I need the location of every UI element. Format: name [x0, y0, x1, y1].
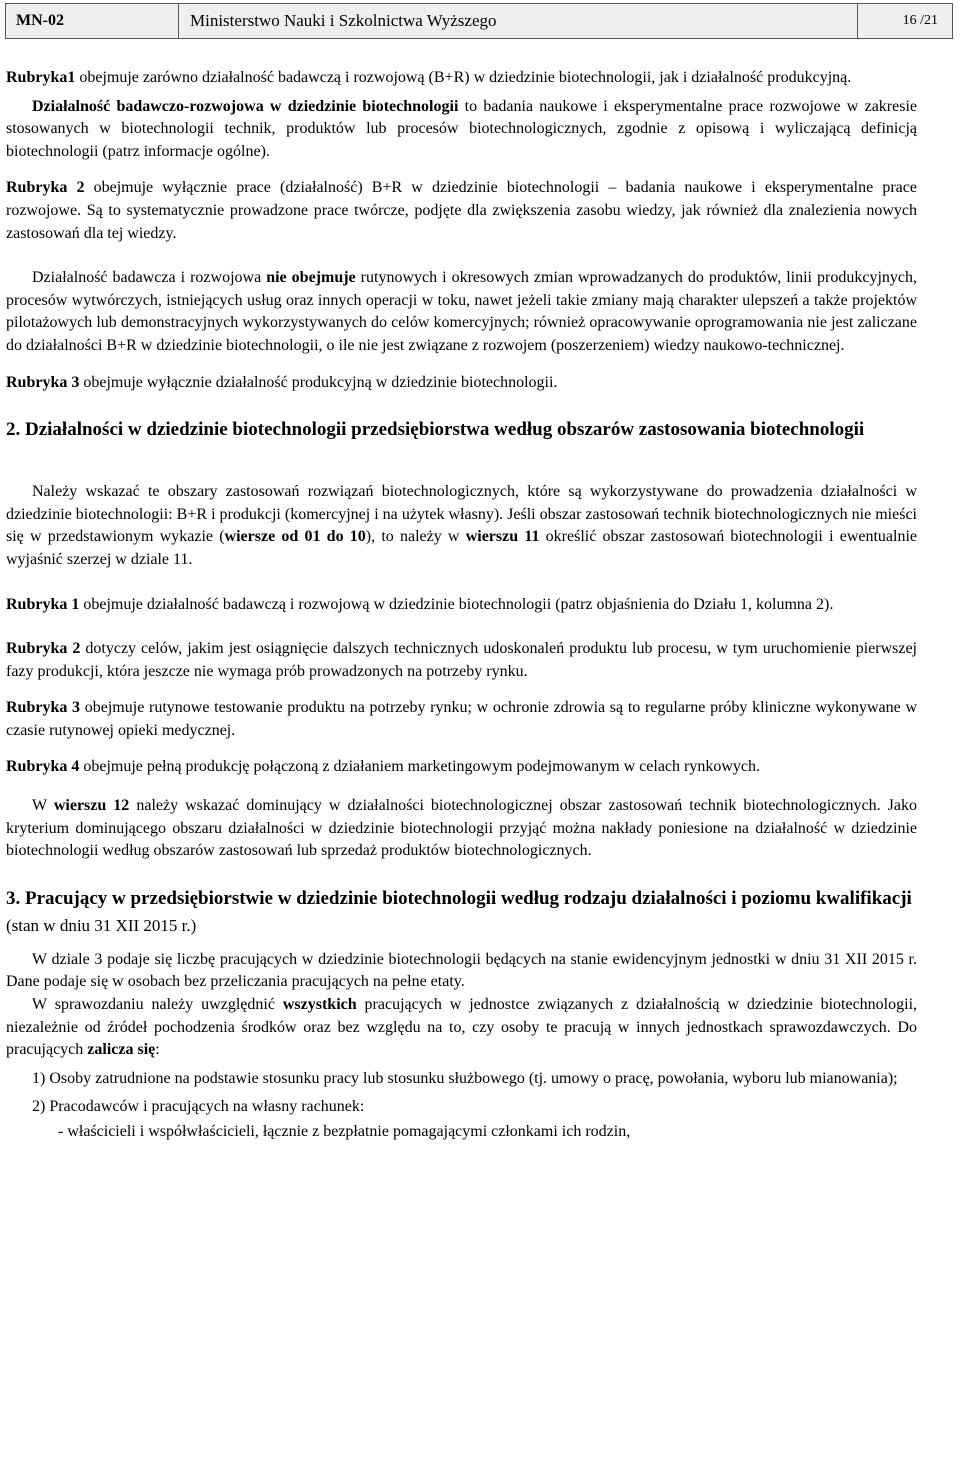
- list-item-2: 2) Pracodawców i pracujących na własny rachunek:: [32, 1098, 365, 1116]
- paragraph-rubryka3: Rubryka 3 obejmuje wyłącznie działalność produkcyjną w dziedzinie biotechnologii.: [6, 373, 558, 391]
- paragraph-wiersz12: W wierszu 12 należy wskazać dominujący w działalności biotechnologicznej obszar zastosowań technik biotechnologicznych. Jako kryterium dominującego obszaru działalności w dziedzinie biotechnologii przyjąć można nakłady poniesione na działalność w dziedzinie biotechnologii według obszarów zastosowań lub sprzedaż produktów biotechnologicznych.: [6, 797, 918, 860]
- paragraph-s2-rubryka4: Rubryka 4 obejmuje pełną produkcję połączoną z działaniem marketingowym podejmowanym w celach rynkowych.: [6, 758, 761, 776]
- paragraph-s2-rubryka1: Rubryka 1 obejmuje działalność badawczą i rozwojową w dziedzinie biotechnologii (patrz objaśnienia do Działu 1, kolumna 2).: [6, 595, 834, 613]
- ministry-name: Ministerstwo Nauki i Szkolnictwa Wyższego: [190, 11, 497, 30]
- list-item-1: 1) Osoby zatrudnione na podstawie stosunku pracy lub stosunku służbowego (tj. umowy o pracę, powołania, wyboru lub mianowania);: [32, 1069, 898, 1087]
- paragraph-application-areas: Należy wskazać te obszary zastosowań rozwiązań biotechnologicznych, które są wykorzystywane do prowadzenia działalności w dziedzinie biotechnologii: B+R i produkcji (komercyjnej i na użytek własny). Jeśli obszar zastosowań technik biotechnologicznych nie mieści się w przedstawionym wykazie (wiersze od 01 do 10), to należy w wierszu 11 określić obszar zastosowań biotechnologii i ewentualnie wyjaśnić szerzej w dziale 11.: [6, 483, 918, 568]
- paragraph-rubryka1: Rubryka1 obejmuje zarówno działalność badawczą i rozwojową (B+R) w dziedzinie biotechnologii, jak i działalność produkcyjną.: [6, 69, 852, 86]
- paragraph-br-definition: Działalność badawczo-rozwojowa w dziedzinie biotechnologii to badania naukowe i eksperymentalne prace rozwojowe w zakresie stosowanych w biotechnologii technik, produktów lub procesów biotechnologicznych, zgodnie z opisową i wyliczającą definicją biotechnologii (patrz informacje ogólne).: [6, 97, 918, 160]
- form-code: MN-02: [6, 4, 179, 38]
- section-heading-3: 3. Pracujący w przedsiębiorstwie w dziedzinie biotechnologii według rodzaju działalności i poziomu kwalifikacji (stan w dniu 31 XII 2015 r.): [6, 887, 912, 935]
- paragraph-rubryka2: Rubryka 2 obejmuje wyłącznie prace (działalność) B+R w dziedzinie biotechnologii – badania naukowe i eksperymentalne prace rozwojowe. Są to systematycznie prowadzone prace twórcze, podjęte dla zwiększenia zasobu wiedzy, jak również dla znalezienia nowych zastosowań dla tej wiedzy.: [6, 179, 917, 242]
- paragraph-s2-rubryka2: Rubryka 2 dotyczy celów, jakim jest osiągnięcie dalszych technicznych udoskonaleń produktu lub procesu, w tym uruchomienie pierwszej fazy produkcji, która jeszcze nie wymaga prób prowadzonych na potrzeby rynku.: [6, 640, 917, 680]
- page-number: 16 /21: [857, 4, 952, 38]
- list-item-2a: - właścicieli i współwłaścicieli, łącznie z bezpłatnie pomagającymi członkami ich rodzin,: [58, 1123, 631, 1140]
- section-heading-2: 2. Działalności w dziedzinie biotechnologii przedsiębiorstwa według obszarów zastosowania biotechnologii: [6, 419, 865, 441]
- paragraph-s2-rubryka3: Rubryka 3 obejmuje rutynowe testowanie produktu na potrzeby rynku; w ochronie zdrowia są to regularne próby kliniczne wykonywane w czasie rutynowej opieki medycznej.: [6, 699, 918, 739]
- document-body: [6, 67, 917, 1144]
- paragraph-employees-scope: W sprawozdaniu należy uwzględnić wszystkich pracujących w jednostce związanych z działalnością w dziedzinie biotechnologii, niezależnie od źródeł pochodzenia środków oraz bez względu na to, czy osoby te pracują w innych jednostkach sprawozdawczych. Do pracujących zalicza się:: [6, 996, 918, 1059]
- paragraph-employees-count: W dziale 3 podaje się liczbę pracujących w dziedzinie biotechnologii będących na stanie ewidencyjnym jednostki w dniu 31 XII 2015 r. Dane podaje się w osobach bez przeliczania pracujących na pełne etaty.: [6, 950, 917, 991]
- page-header: [5, 3, 953, 39]
- paragraph-br-exclusions: Działalność badawcza i rozwojowa nie obejmuje rutynowych i okresowych zmian wprowadzanych do produktów, linii produkcyjnych, procesów wytwórczych, istniejących usług oraz innych operacji w toku, nawet jeżeli takie zmiany mają charakter ulepszeń a także projektów pilotażowych lub demonstracyjnych wykorzystywanych do celów komercyjnych; również opracowywanie oprogramowania nie jest zaliczane do działalności B+R w dziedzinie biotechnologii, o ile nie jest związane z rozwojem (poszerzeniem) wiedzy naukowo-technicznej.: [6, 269, 917, 354]
